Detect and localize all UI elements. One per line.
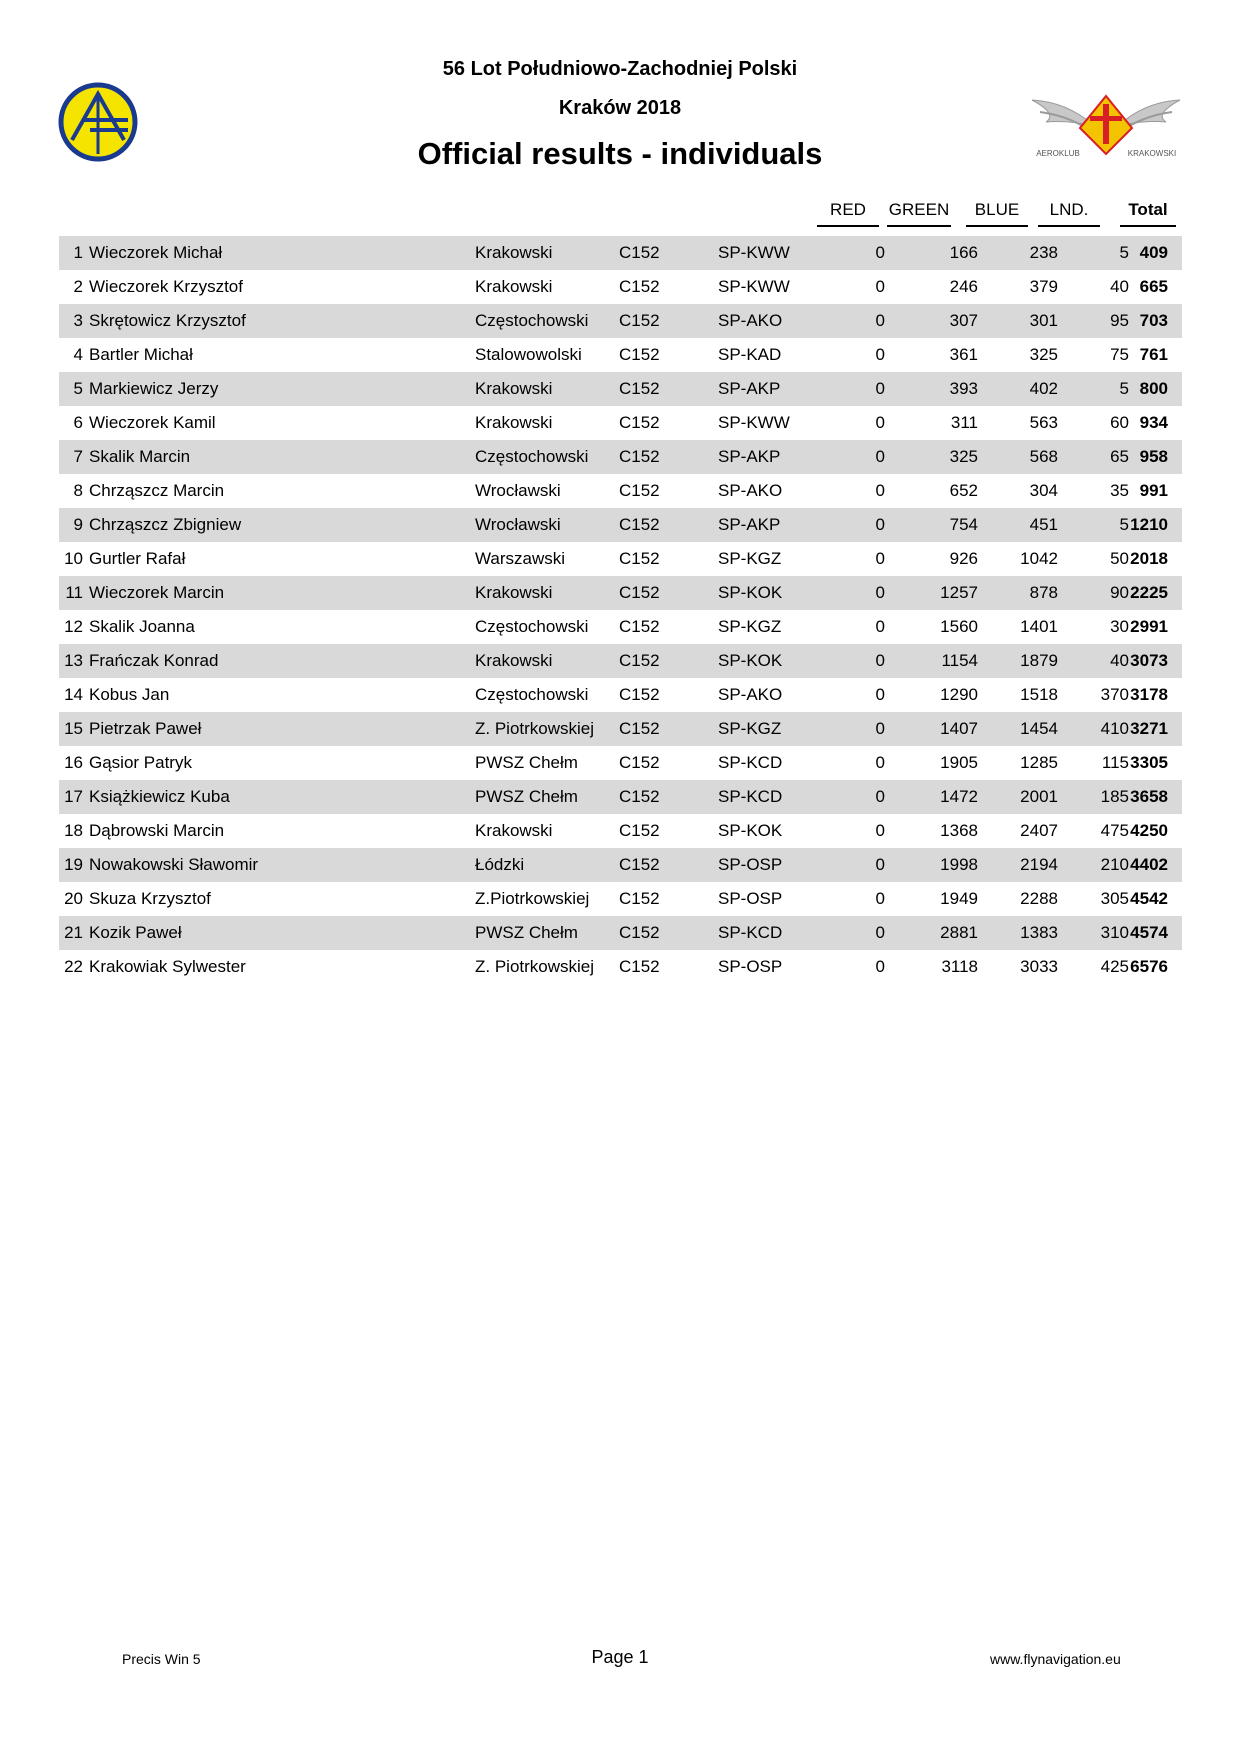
pilot-name-cell: Krakowiak Sylwester [89,957,246,976]
rank-cell: 18 [64,821,83,840]
aircraft-type-cell: C152 [619,753,660,772]
club-cell: Częstochowski [475,685,589,704]
total-score-cell: 761 [1139,345,1168,364]
green-score-cell: 166 [949,243,978,262]
table-row [59,916,1182,950]
table-row [59,576,1182,610]
club-cell: Krakowski [475,277,553,296]
club-cell: Krakowski [475,821,553,840]
pilot-name-cell: Książkiewicz Kuba [89,787,230,806]
red-score-cell: 0 [875,889,885,908]
table-row [59,508,1182,542]
pilot-name-cell: Pietrzak Paweł [89,719,202,738]
pilot-name-cell: Wieczorek Krzysztof [89,277,243,296]
club-cell: Krakowski [475,243,553,262]
club-cell: Wrocławski [475,481,561,500]
pilot-name-cell: Kobus Jan [89,685,170,704]
blue-score-cell: 1879 [1020,651,1058,670]
landing-score-cell: 310 [1100,923,1129,942]
aircraft-type-cell: C152 [619,821,660,840]
registration-cell: SP-OSP [718,889,783,908]
club-cell: Krakowski [475,651,553,670]
total-score-cell: 3073 [1130,651,1168,670]
green-score-cell: 361 [949,345,978,364]
registration-cell: SP-KOK [718,651,783,670]
pilot-name-cell: Bartler Michał [89,345,193,364]
results-table [59,236,1182,984]
registration-cell: SP-KWW [718,413,790,432]
pilot-name-cell: Skalik Marcin [89,447,191,466]
table-row [59,644,1182,678]
landing-score-cell: 210 [1100,855,1129,874]
total-score-cell: 1210 [1130,515,1168,534]
registration-cell: SP-KCD [718,753,783,772]
blue-score-cell: 878 [1029,583,1058,602]
red-score-cell: 0 [875,787,885,806]
total-score-cell: 958 [1139,447,1168,466]
rank-cell: 10 [64,549,83,568]
registration-cell: SP-AKO [718,685,783,704]
club-cell: Krakowski [475,413,553,432]
table-row [59,270,1182,304]
red-score-cell: 0 [875,515,885,534]
total-score-cell: 2225 [1130,583,1168,602]
footer-page-number: Page 1 [591,1647,649,1667]
table-row [59,814,1182,848]
aircraft-type-cell: C152 [619,515,660,534]
pilot-name-cell: Dąbrowski Marcin [89,821,225,840]
table-row [59,372,1182,406]
pilot-name-cell: Wieczorek Marcin [89,583,225,602]
landing-score-cell: 40 [1110,651,1129,670]
red-score-cell: 0 [875,549,885,568]
green-score-cell: 307 [949,311,978,330]
logo-text-left: AEROKLUB [1036,149,1080,158]
landing-score-cell: 425 [1100,957,1129,976]
pilot-name-cell: Skuza Krzysztof [89,889,211,908]
landing-score-cell: 30 [1110,617,1129,636]
rank-cell: 12 [64,617,83,636]
red-score-cell: 0 [875,957,885,976]
rank-cell: 14 [64,685,83,704]
pilot-name-cell: Skalik Joanna [89,617,195,636]
registration-cell: SP-AKO [718,311,783,330]
pilot-name-cell: Chrząszcz Marcin [89,481,225,500]
table-row [59,780,1182,814]
registration-cell: SP-KWW [718,243,790,262]
rank-cell: 22 [64,957,83,976]
rank-cell: 13 [64,651,83,670]
rank-cell: 16 [64,753,83,772]
total-score-cell: 991 [1139,481,1168,500]
rank-cell: 15 [64,719,83,738]
total-score-cell: 665 [1139,277,1168,296]
red-score-cell: 0 [875,277,885,296]
club-cell: PWSZ Chełm [475,787,578,806]
footer-website: www.flynavigation.eu [990,1651,1121,1667]
landing-score-cell: 185 [1100,787,1129,806]
aircraft-type-cell: C152 [619,651,660,670]
header-lnd: LND. [1038,199,1100,227]
landing-score-cell: 95 [1110,311,1129,330]
blue-score-cell: 451 [1029,515,1058,534]
green-score-cell: 1257 [940,583,978,602]
landing-score-cell: 5 [1119,243,1129,262]
rank-cell: 8 [73,481,83,500]
green-score-cell: 1560 [940,617,978,636]
rank-cell: 6 [73,413,83,432]
total-score-cell: 4250 [1130,821,1168,840]
club-cell: Z.Piotrkowskiej [475,889,590,908]
total-score-cell: 4542 [1130,889,1168,908]
total-score-cell: 3178 [1130,685,1168,704]
header-total: Total [1120,199,1176,227]
header-green: GREEN [887,199,951,227]
landing-score-cell: 5 [1119,379,1129,398]
blue-score-cell: 2288 [1020,889,1058,908]
rank-cell: 19 [64,855,83,874]
table-row [59,304,1182,338]
green-score-cell: 1407 [940,719,978,738]
red-score-cell: 0 [875,345,885,364]
pilot-name-cell: Markiewicz Jerzy [89,379,219,398]
rank-cell: 2 [73,277,83,296]
green-score-cell: 393 [949,379,978,398]
total-score-cell: 4574 [1130,923,1168,942]
blue-score-cell: 563 [1029,413,1058,432]
red-score-cell: 0 [875,447,885,466]
green-score-cell: 3118 [941,957,978,976]
table-row [59,882,1182,916]
club-cell: Krakowski [475,583,553,602]
landing-score-cell: 60 [1110,413,1129,432]
club-cell: PWSZ Chełm [475,923,578,942]
blue-score-cell: 379 [1029,277,1058,296]
registration-cell: SP-KCD [718,923,783,942]
green-score-cell: 325 [949,447,978,466]
club-cell: Z. Piotrkowskiej [475,719,595,738]
aircraft-type-cell: C152 [619,311,660,330]
club-cell: Krakowski [475,379,553,398]
green-score-cell: 926 [949,549,978,568]
landing-score-cell: 5 [1119,515,1129,534]
landing-score-cell: 65 [1110,447,1129,466]
blue-score-cell: 1383 [1020,923,1058,942]
aircraft-type-cell: C152 [619,447,660,466]
total-score-cell: 3305 [1130,753,1168,772]
rank-cell: 9 [73,515,83,534]
pilot-name-cell: Gurtler Rafał [89,549,186,568]
blue-score-cell: 238 [1029,243,1058,262]
registration-cell: SP-KCD [718,787,783,806]
green-score-cell: 1154 [941,651,978,670]
total-score-cell: 3271 [1130,719,1168,738]
red-score-cell: 0 [875,685,885,704]
registration-cell: SP-AKP [718,515,781,534]
registration-cell: SP-OSP [718,957,783,976]
registration-cell: SP-KOK [718,583,783,602]
rank-cell: 5 [73,379,83,398]
green-score-cell: 2881 [940,923,978,942]
green-score-cell: 754 [949,515,978,534]
club-cell: Częstochowski [475,617,589,636]
landing-score-cell: 75 [1110,345,1129,364]
aircraft-type-cell: C152 [619,957,660,976]
blue-score-cell: 402 [1029,379,1058,398]
table-row [59,746,1182,780]
table-row [59,338,1182,372]
results-title: Official results - individuals [417,136,823,171]
blue-score-cell: 301 [1029,311,1058,330]
red-score-cell: 0 [875,413,885,432]
pilot-name-cell: Wieczorek Kamil [89,413,216,432]
club-cell: Warszawski [475,549,566,568]
aircraft-type-cell: C152 [619,549,660,568]
registration-cell: SP-AKP [718,379,781,398]
landing-score-cell: 305 [1100,889,1129,908]
table-row [59,848,1182,882]
rank-cell: 7 [73,447,83,466]
table-row [59,406,1182,440]
landing-score-cell: 90 [1110,583,1129,602]
green-score-cell: 652 [949,481,978,500]
landing-score-cell: 50 [1110,549,1129,568]
registration-cell: SP-KWW [718,277,790,296]
table-row [59,440,1182,474]
header-red: RED [817,199,879,227]
blue-score-cell: 568 [1029,447,1058,466]
club-cell: Wrocławski [475,515,561,534]
pilot-name-cell: Gąsior Patryk [89,753,192,772]
total-score-cell: 2991 [1130,617,1168,636]
red-score-cell: 0 [875,311,885,330]
red-score-cell: 0 [875,821,885,840]
rank-cell: 1 [73,243,83,262]
red-score-cell: 0 [875,923,885,942]
landing-score-cell: 40 [1110,277,1129,296]
club-cell: Częstochowski [475,311,589,330]
registration-cell: SP-KGZ [718,549,782,568]
table-row [59,950,1182,984]
blue-score-cell: 2407 [1020,821,1058,840]
red-score-cell: 0 [875,651,885,670]
club-cell: Łódzki [475,855,525,874]
aircraft-type-cell: C152 [619,243,660,262]
red-score-cell: 0 [875,753,885,772]
registration-cell: SP-KGZ [718,719,782,738]
table-row [59,712,1182,746]
table-row [59,236,1182,270]
aircraft-type-cell: C152 [619,379,660,398]
total-score-cell: 4402 [1130,855,1168,874]
pilot-name-cell: Chrząszcz Zbigniew [89,515,242,534]
aircraft-type-cell: C152 [619,889,660,908]
aircraft-type-cell: C152 [619,719,660,738]
aircraft-type-cell: C152 [619,855,660,874]
landing-score-cell: 115 [1101,753,1129,772]
green-score-cell: 1998 [940,855,978,874]
green-score-cell: 1472 [940,787,978,806]
aircraft-type-cell: C152 [619,923,660,942]
aircraft-type-cell: C152 [619,583,660,602]
total-score-cell: 800 [1139,379,1168,398]
green-score-cell: 1905 [940,753,978,772]
green-score-cell: 1368 [940,821,978,840]
blue-score-cell: 1042 [1020,549,1058,568]
aircraft-type-cell: C152 [619,413,660,432]
footer-software: Precis Win 5 [122,1651,201,1667]
red-score-cell: 0 [875,855,885,874]
club-cell: Częstochowski [475,447,589,466]
logo-text-right: KRAKOWSKI [1127,149,1177,158]
landing-score-cell: 475 [1100,821,1129,840]
total-score-cell: 2018 [1130,549,1168,568]
pilot-name-cell: Wieczorek Michał [89,243,223,262]
blue-score-cell: 1454 [1020,719,1058,738]
red-score-cell: 0 [875,719,885,738]
rank-cell: 17 [64,787,83,806]
aircraft-type-cell: C152 [619,787,660,806]
aircraft-type-cell: C152 [619,345,660,364]
rank-cell: 11 [65,583,83,602]
red-score-cell: 0 [875,379,885,398]
header-blue: BLUE [966,199,1028,227]
club-cell: Stalowowolski [475,345,582,364]
blue-score-cell: 2001 [1020,787,1058,806]
aircraft-type-cell: C152 [619,277,660,296]
competition-title: 56 Lot Południowo-Zachodniej Polski [442,58,798,80]
rank-cell: 21 [64,923,83,942]
pilot-name-cell: Skrętowicz Krzysztof [89,311,246,330]
pilot-name-cell: Frańczak Konrad [89,651,219,670]
table-row [59,542,1182,576]
aircraft-type-cell: C152 [619,685,660,704]
rank-cell: 3 [73,311,83,330]
blue-score-cell: 1518 [1020,685,1058,704]
red-score-cell: 0 [875,243,885,262]
registration-cell: SP-AKO [718,481,783,500]
rank-cell: 20 [64,889,83,908]
registration-cell: SP-KOK [718,821,783,840]
club-cell: Z. Piotrkowskiej [475,957,595,976]
red-score-cell: 0 [875,481,885,500]
landing-score-cell: 370 [1100,685,1129,704]
aircraft-type-cell: C152 [619,617,660,636]
blue-score-cell: 304 [1029,481,1058,500]
rank-cell: 4 [73,345,83,364]
registration-cell: SP-OSP [718,855,783,874]
blue-score-cell: 1401 [1020,617,1058,636]
green-score-cell: 311 [950,413,978,432]
landing-score-cell: 35 [1110,481,1129,500]
green-score-cell: 1949 [940,889,978,908]
table-row [59,678,1182,712]
red-score-cell: 0 [875,583,885,602]
blue-score-cell: 2194 [1020,855,1058,874]
aircraft-type-cell: C152 [619,481,660,500]
green-score-cell: 1290 [940,685,978,704]
competition-location: Kraków 2018 [558,97,682,119]
red-score-cell: 0 [875,617,885,636]
registration-cell: SP-KAD [718,345,782,364]
club-cell: PWSZ Chełm [475,753,578,772]
blue-score-cell: 325 [1029,345,1058,364]
total-score-cell: 703 [1139,311,1168,330]
table-row [59,474,1182,508]
pilot-name-cell: Nowakowski Sławomir [89,855,259,874]
total-score-cell: 6576 [1130,957,1168,976]
blue-score-cell: 1285 [1020,753,1058,772]
total-score-cell: 3658 [1130,787,1168,806]
green-score-cell: 246 [949,277,978,296]
blue-score-cell: 3033 [1020,957,1058,976]
table-row [59,610,1182,644]
registration-cell: SP-KGZ [718,617,782,636]
landing-score-cell: 410 [1100,719,1129,738]
registration-cell: SP-AKP [718,447,781,466]
total-score-cell: 934 [1139,413,1168,432]
total-score-cell: 409 [1139,243,1168,262]
pilot-name-cell: Kozik Paweł [89,923,182,942]
